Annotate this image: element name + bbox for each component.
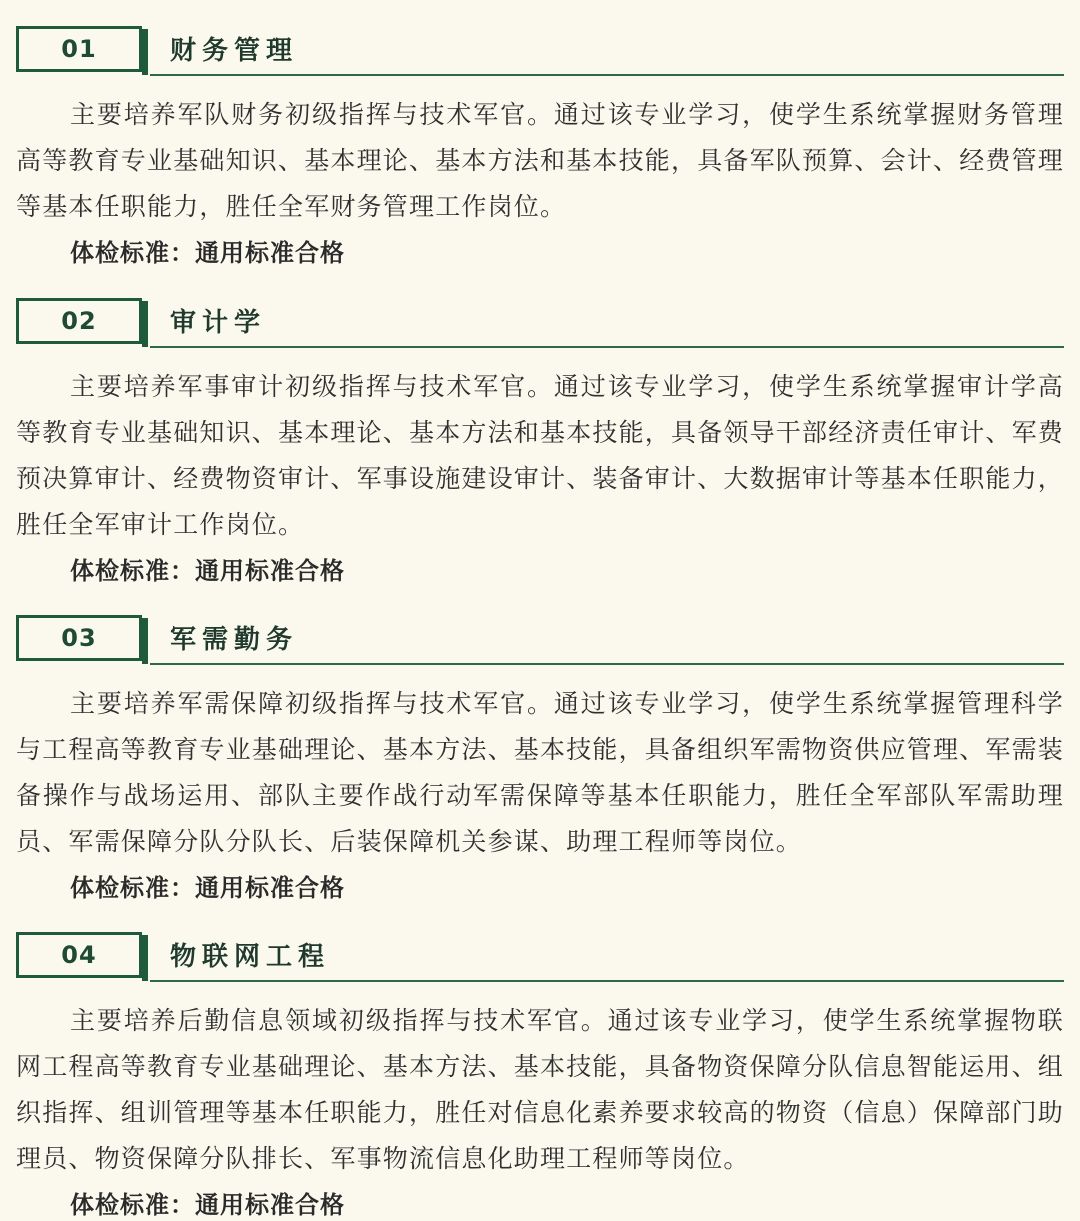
section-title: 财务管理 xyxy=(170,36,299,66)
physical-standard: 体检标准：通用标准合格 xyxy=(70,239,345,267)
title-underline xyxy=(150,74,1064,76)
section-header xyxy=(0,932,1080,984)
section-number-badge: 04 xyxy=(16,932,142,978)
title-underline xyxy=(150,663,1064,665)
major-section-04 xyxy=(0,932,1080,1221)
section-description: 主要培养军事审计初级指挥与技术军官。通过该专业学习，使学生系统掌握审计学高等教育专业基础知识、基本理论、基本方法和基本技能，具备领导干部经济责任审计、军费预决算审计、经费物资审计、军事设施建设审计、装备审计、大数据审计等基本任职能力，胜任全军审计工作岗位。 xyxy=(16,372,1065,539)
physical-standard: 体检标准：通用标准合格 xyxy=(70,557,345,585)
section-number-badge: 02 xyxy=(16,298,142,344)
section-description: 主要培养后勤信息领域初级指挥与技术军官。通过该专业学习，使学生系统掌握物联网工程高等教育专业基础理论、基本方法、基本技能，具备物资保障分队信息智能运用、组织指挥、组训管理等基本任职能力，胜任对信息化素养要求较高的物资（信息）保障部门助理员、物资保障分队排长、军事物流信息化助理工程师等岗位。 xyxy=(16,1006,1065,1173)
section-title: 军需勤务 xyxy=(170,625,299,655)
physical-standard: 体检标准：通用标准合格 xyxy=(70,1191,345,1219)
major-section-03 xyxy=(0,615,1080,911)
section-title: 物联网工程 xyxy=(170,942,331,972)
physical-standard: 体检标准：通用标准合格 xyxy=(70,874,345,902)
section-number-badge: 01 xyxy=(16,26,142,72)
title-underline xyxy=(150,980,1064,982)
section-number-badge: 03 xyxy=(16,615,142,661)
section-description: 主要培养军需保障初级指挥与技术军官。通过该专业学习，使学生系统掌握管理科学与工程高等教育专业基础理论、基本方法、基本技能，具备组织军需物资供应管理、军需装备操作与战场运用、部队主要作战行动军需保障等基本任职能力，胜任全军部队军需助理员、军需保障分队分队长、后装保障机关参谋、助理工程师等岗位。 xyxy=(16,689,1065,856)
title-underline xyxy=(150,346,1064,348)
section-header xyxy=(0,615,1080,667)
section-description: 主要培养军队财务初级指挥与技术军官。通过该专业学习，使学生系统掌握财务管理高等教育专业基础知识、基本理论、基本方法和基本技能，具备军队预算、会计、经费管理等基本任职能力，胜任全军财务管理工作岗位。 xyxy=(16,100,1065,221)
section-title: 审计学 xyxy=(170,308,267,338)
section-header xyxy=(0,26,1080,78)
section-header xyxy=(0,298,1080,350)
major-section-02 xyxy=(0,298,1080,594)
major-section-01 xyxy=(0,26,1080,276)
